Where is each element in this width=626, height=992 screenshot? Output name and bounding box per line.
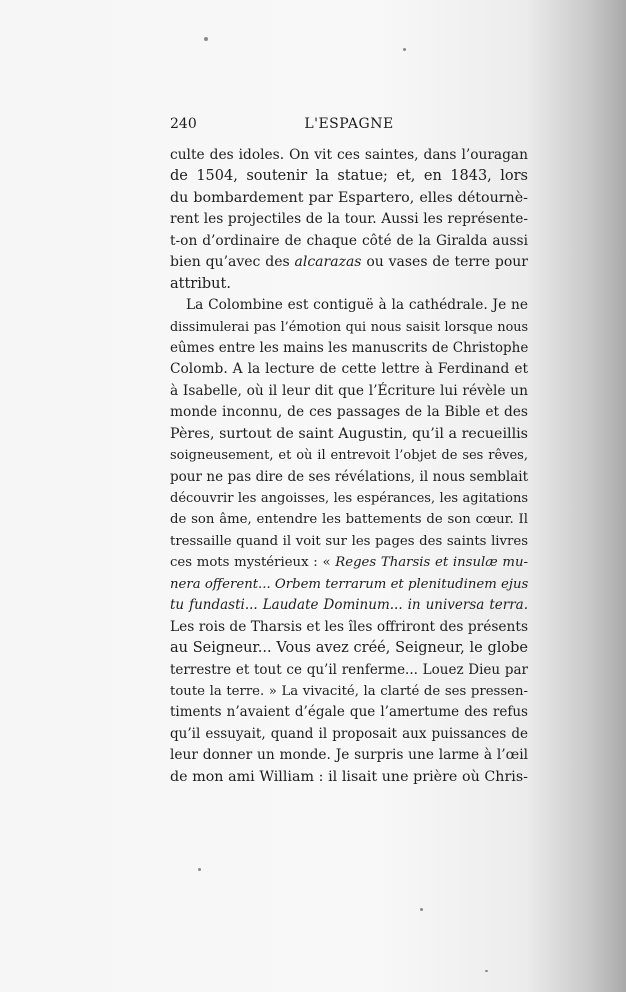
italic-term: alcarazas (294, 254, 362, 271)
text-line: soigneusement, et où il entrevoit l’objet de ses rêves, (170, 448, 528, 464)
text-line: tressaille quand il voit sur les pages des saints livres (170, 533, 528, 549)
text-line: dissimulerai pas l’émotion qui nous saisit lorsque nous (170, 319, 528, 335)
text-line: timents n’avaient d’égale que l’amertume des refus (170, 704, 528, 721)
text-line: Pères, surtout de saint Augustin, qu’il a recueillis (170, 425, 528, 442)
text-line (170, 252, 528, 273)
text-segment: ou vases de terre pour (361, 254, 528, 271)
text-line: eûmes entre les mains les manuscrits de Christophe (170, 339, 529, 356)
text-line: culte des idoles. On vit ces saintes, dans l’ouragan (170, 147, 528, 163)
paper-speck (204, 37, 208, 41)
text-line: Colomb. A la lecture de cette lettre à Ferdinand et (170, 361, 528, 378)
paper-speck (420, 908, 423, 911)
body-text (170, 145, 528, 788)
text-line (170, 552, 528, 573)
page-header (170, 116, 528, 136)
text-line: du bombardement par Espartero, elles détournè- (170, 189, 528, 206)
text-line: terrestre et tout ce qu’il renferme... Louez Dieu par (170, 661, 528, 678)
running-title: L'ESPAGNE (304, 116, 394, 132)
text-line: au Seigneur... Vous avez créé, Seigneur, le globe (170, 640, 528, 657)
text-line: leur donner un monde. Je surpris une larme à l’œil (170, 747, 528, 764)
text-line: de 1504, soutenir la statue; et, en 1843, lors (170, 168, 528, 185)
text-line: rent les projectiles de la tour. Aussi les représente- (170, 211, 528, 228)
latin-quote: Reges Tharsis et insulæ mu- (335, 555, 528, 571)
paper-speck (485, 970, 488, 972)
text-line: pour ne pas dire de ses révélations, il nous semblait (170, 468, 528, 485)
text-line (170, 595, 528, 616)
paragraph-end-line: attribut. (170, 275, 231, 292)
paper-speck (198, 868, 201, 871)
text-line: toute la terre. » La vivacité, la clarté de ses pressen- (170, 683, 528, 699)
text-line: t-on d’ordinaire de chaque côté de la Giralda aussi (170, 232, 528, 249)
page-number: 240 (170, 116, 197, 132)
text-segment: ces mots mystérieux : « (170, 555, 336, 571)
text-line: de son âme, entendre les battements de son cœur. Il (170, 512, 528, 528)
text-line: découvrir les angoisses, les espérances, les agitations (170, 491, 528, 506)
text-line: à Isabelle, où il leur dit que l’Écriture lui révèle un (170, 382, 528, 399)
text-line (170, 574, 528, 595)
text-line: Les rois de Tharsis et les îles offriront des présents (170, 618, 528, 635)
text-segment: bien qu’avec des (170, 254, 295, 271)
text-line: monde inconnu, de ces passages de la Bible et des (170, 404, 528, 421)
text-line: qu’il essuyait, quand il proposait aux puissances de (170, 725, 528, 742)
paper-speck (403, 48, 406, 51)
latin-quote: tu fundasti... Laudate Dominum... in universa terra. (170, 597, 528, 614)
text-line: de mon ami William : il lisait une prière où Chris- (170, 768, 528, 785)
paragraph-first-line: La Colombine est contiguë à la cathédrale. Je ne (186, 297, 528, 314)
latin-quote: nera offerent... Orbem terrarum et plenitudinem ejus (170, 576, 529, 592)
